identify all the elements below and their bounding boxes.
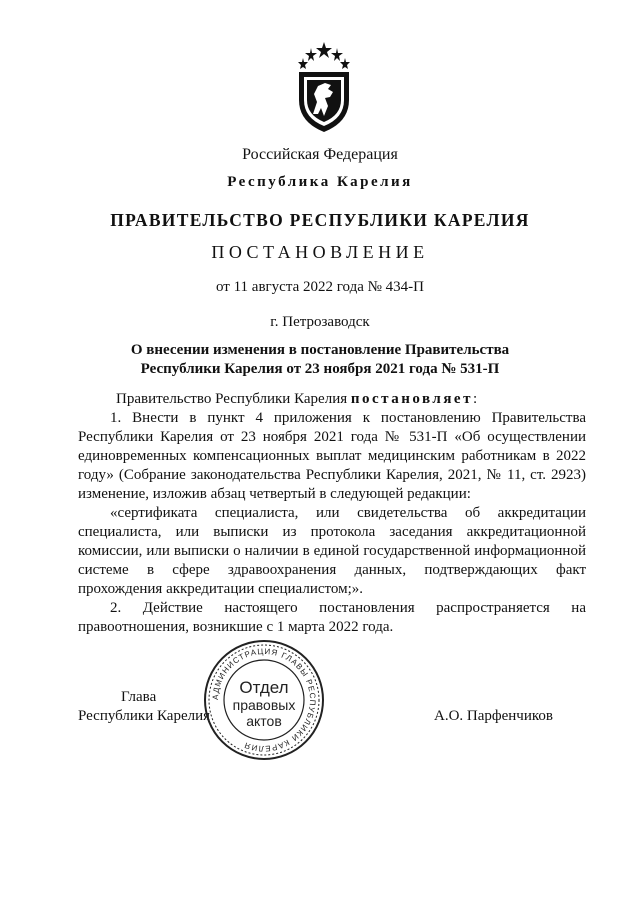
document-city: г. Петрозаводск — [270, 314, 370, 330]
preamble — [78, 390, 586, 409]
government-name: ПРАВИТЕЛЬСТВО РЕСПУБЛИКИ КАРЕЛИЯ — [110, 210, 530, 230]
document-date-number: от 11 августа 2022 года № 434-П — [215, 279, 425, 295]
stamp-ring-text: АДМИНИСТРАЦИЯ ГЛАВЫ РЕСПУБЛИКИ КАРЕЛИЯ — [210, 646, 318, 754]
paragraph-2: «сертификата специалиста, или свидетельства об аккредитации специалиста, или выписки из протокола заседания аккредитационной комиссии, или выписки о наличии в единой государственной информационной системе в сфере здравоохранения данных, подтверждающих факт прохождения аккредитации специалистом;». — [78, 505, 586, 597]
country-name: Российская Федерация — [242, 146, 398, 163]
preamble-end: : — [472, 391, 478, 407]
coat-of-arms-icon — [295, 42, 353, 132]
paragraph-3: 2. Действие настоящего постановления распространяется на правоотношения, возникшие с 1 марта 2022 года. — [78, 600, 586, 635]
title-line-2: Республики Карелия от 23 ноября 2021 года № 531-П — [140, 361, 500, 377]
republic-name: Республика Карелия — [227, 174, 413, 190]
document-body — [78, 390, 586, 637]
signatory-position-line-2: Республики Карелия — [78, 708, 211, 724]
signatory-name: А.О. Парфенчиков — [434, 708, 553, 724]
official-stamp — [202, 638, 326, 762]
signatory-position-line-1: Глава — [121, 689, 157, 705]
stamp-line-3: актов — [246, 713, 282, 729]
title-line-1: О внесении изменения в постановление Правительства — [130, 342, 510, 358]
paragraph-1: 1. Внести в пункт 4 приложения к постановлению Правительства Республики Карелия от 23 ноября 2021 года № 531-П «Об осуществлении единовременных компенсационных выплат медицинским работникам в 2022 году» (Собрание законодательства Республики Карелия, 2021, № 11, ст. 2923) изменение, изложив абзац четвертый в следующей редакции: — [78, 410, 586, 502]
document-title — [0, 341, 640, 379]
document-type: ПОСТАНОВЛЕНИЕ — [211, 242, 429, 262]
stamp-line-2: правовых — [232, 697, 296, 713]
stamp-line-1: Отдел — [239, 678, 289, 697]
preamble-start: Правительство Республики Карелия — [116, 391, 348, 407]
preamble-decree-word: постановляет — [350, 391, 473, 407]
